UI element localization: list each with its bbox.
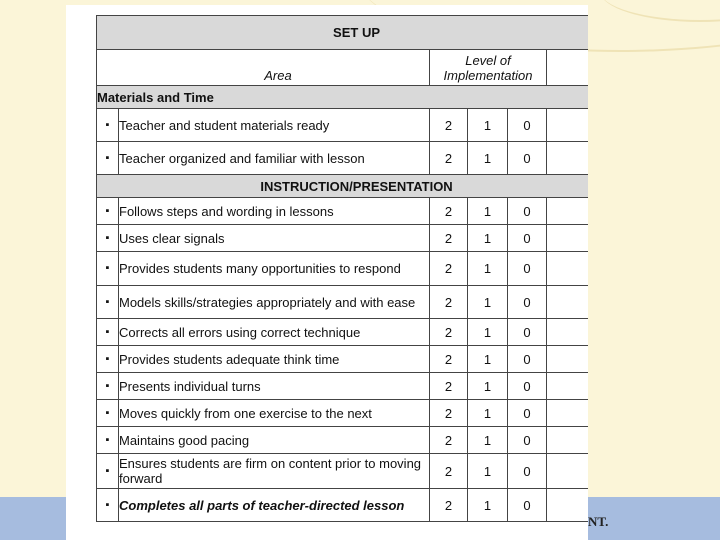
bullet-icon: ▪: [97, 454, 119, 489]
score-0: 0: [508, 427, 547, 454]
column-header-row: [97, 50, 589, 86]
document-page: [66, 5, 588, 540]
score-1: 1: [468, 142, 508, 175]
score-2: 2: [430, 346, 468, 373]
checklist-item-text: Provides students adequate think time: [119, 346, 430, 373]
score-2: 2: [430, 400, 468, 427]
score-2: 2: [430, 286, 468, 319]
score-0: 0: [508, 109, 547, 142]
score-1: 1: [468, 252, 508, 286]
bullet-icon: ▪: [97, 400, 119, 427]
score-1: 1: [468, 454, 508, 489]
score-0: 0: [508, 346, 547, 373]
checklist-item-text: Ensures students are firm on content prior to moving forward: [119, 454, 430, 489]
bullet-icon: ▪: [97, 373, 119, 400]
bullet-icon: ▪: [97, 346, 119, 373]
materials-section-heading: Materials and Time: [97, 86, 589, 109]
checklist-row: [97, 373, 589, 400]
bullet-icon: ▪: [97, 109, 119, 142]
checklist-row: [97, 319, 589, 346]
empty-cell: [547, 489, 589, 522]
checklist-row: [97, 252, 589, 286]
checklist-item-text: Provides students many opportunities to respond: [119, 252, 430, 286]
score-1: 1: [468, 109, 508, 142]
score-2: 2: [430, 427, 468, 454]
checklist-item-text: Maintains good pacing: [119, 427, 430, 454]
checklist-row: [97, 454, 589, 489]
empty-cell: [547, 142, 589, 175]
bullet-icon: ▪: [97, 286, 119, 319]
setup-heading-row: [97, 16, 589, 50]
footer-text: NT.: [588, 514, 609, 529]
score-2: 2: [430, 319, 468, 346]
setup-heading: SET UP: [97, 16, 589, 50]
checklist-row: [97, 400, 589, 427]
instruction-section-heading: INSTRUCTION/PRESENTATION: [97, 175, 589, 198]
checklist-item-text: Uses clear signals: [119, 225, 430, 252]
materials-section-row: [97, 86, 589, 109]
score-1: 1: [468, 400, 508, 427]
checklist-row: [97, 346, 589, 373]
score-2: 2: [430, 454, 468, 489]
score-2: 2: [430, 489, 468, 522]
checklist-row: [97, 225, 589, 252]
score-2: 2: [430, 252, 468, 286]
checklist-item-text: Corrects all errors using correct technique: [119, 319, 430, 346]
score-0: 0: [508, 142, 547, 175]
score-2: 2: [430, 225, 468, 252]
score-1: 1: [468, 427, 508, 454]
bullet-icon: ▪: [97, 427, 119, 454]
checklist-item-text: Moves quickly from one exercise to the next: [119, 400, 430, 427]
empty-cell: [547, 252, 589, 286]
bullet-icon: ▪: [97, 252, 119, 286]
score-1: 1: [468, 198, 508, 225]
checklist-row: [97, 109, 589, 142]
bullet-icon: ▪: [97, 489, 119, 522]
score-2: 2: [430, 142, 468, 175]
empty-cell: [547, 319, 589, 346]
score-2: 2: [430, 198, 468, 225]
level-column-header: Level of Implementation: [430, 50, 547, 86]
empty-header-cell: [547, 50, 589, 86]
empty-cell: [547, 346, 589, 373]
score-0: 0: [508, 489, 547, 522]
score-1: 1: [468, 373, 508, 400]
empty-cell: [547, 454, 589, 489]
checklist-item-text: Follows steps and wording in lessons: [119, 198, 430, 225]
checklist-item-text: Models skills/strategies appropriately and with ease: [119, 286, 430, 319]
empty-cell: [547, 198, 589, 225]
checklist-item-text: Completes all parts of teacher-directed lesson: [119, 489, 430, 522]
checklist-row: [97, 142, 589, 175]
bullet-icon: ▪: [97, 198, 119, 225]
score-1: 1: [468, 286, 508, 319]
checklist-item-text: Teacher and student materials ready: [119, 109, 430, 142]
implementation-checklist-table: [96, 15, 588, 522]
checklist-item-text: Teacher organized and familiar with lesson: [119, 142, 430, 175]
score-0: 0: [508, 198, 547, 225]
score-1: 1: [468, 319, 508, 346]
checklist-item-text: Presents individual turns: [119, 373, 430, 400]
bullet-icon: ▪: [97, 142, 119, 175]
score-0: 0: [508, 319, 547, 346]
score-2: 2: [430, 373, 468, 400]
score-0: 0: [508, 400, 547, 427]
empty-cell: [547, 373, 589, 400]
score-0: 0: [508, 225, 547, 252]
checklist-row: [97, 427, 589, 454]
bullet-icon: ▪: [97, 225, 119, 252]
empty-cell: [547, 400, 589, 427]
score-1: 1: [468, 346, 508, 373]
checklist-row: [97, 198, 589, 225]
checklist-row: [97, 286, 589, 319]
checklist-row: [97, 489, 589, 522]
score-1: 1: [468, 225, 508, 252]
score-0: 0: [508, 252, 547, 286]
score-2: 2: [430, 109, 468, 142]
empty-cell: [547, 225, 589, 252]
area-column-header: Area: [97, 50, 430, 86]
empty-cell: [547, 427, 589, 454]
score-0: 0: [508, 373, 547, 400]
score-1: 1: [468, 489, 508, 522]
score-0: 0: [508, 286, 547, 319]
bullet-icon: ▪: [97, 319, 119, 346]
empty-cell: [547, 109, 589, 142]
score-0: 0: [508, 454, 547, 489]
instruction-section-row: [97, 175, 589, 198]
empty-cell: [547, 286, 589, 319]
